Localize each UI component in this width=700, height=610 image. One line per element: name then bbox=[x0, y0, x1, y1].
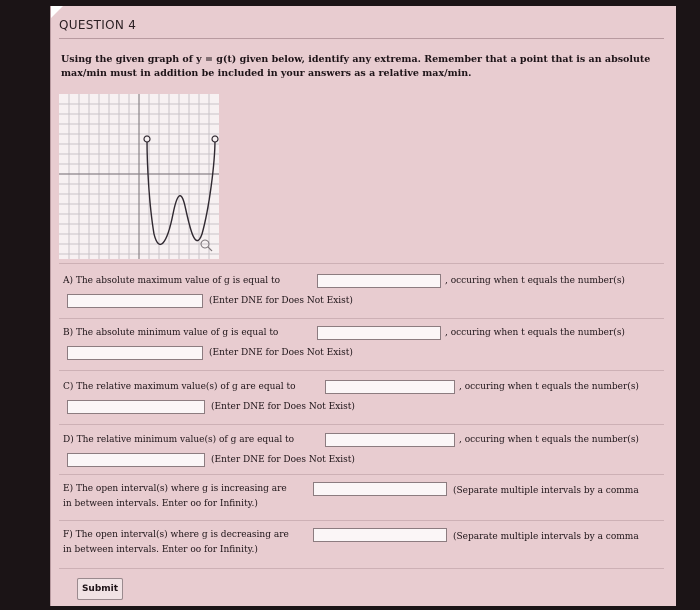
question-c-where-input[interactable] bbox=[67, 400, 205, 414]
question-d-value-input[interactable] bbox=[325, 433, 455, 447]
divider bbox=[59, 568, 664, 569]
question-d-where-input[interactable] bbox=[67, 453, 205, 467]
question-f-suffix: (Separate multiple intervals by a comma bbox=[453, 532, 639, 542]
question-d-suffix: , occuring when t equals the number(s) bbox=[459, 435, 639, 445]
question-f-prefix: F) The open interval(s) where g is decreasing are bbox=[63, 530, 289, 540]
divider bbox=[59, 38, 664, 39]
collapse-arrow-icon[interactable] bbox=[51, 6, 63, 18]
question-card bbox=[50, 6, 676, 606]
instructions-text: Using the given graph of y = g(t) given below, identify any extrema. Remember that a point that is an absolute max/min must in addition be included in your answers as a relative max/min. bbox=[61, 54, 651, 79]
question-title: QUESTION 4 bbox=[59, 18, 137, 32]
question-b-value-input[interactable] bbox=[317, 326, 441, 340]
question-d-hint: (Enter DNE for Does Not Exist) bbox=[211, 455, 355, 465]
question-a-suffix: , occuring when t equals the number(s) bbox=[445, 276, 625, 286]
question-a-where-input[interactable] bbox=[67, 294, 203, 308]
question-e-hint: in between intervals. Enter oo for Infinity.) bbox=[63, 499, 258, 509]
divider bbox=[59, 424, 664, 425]
question-a-hint: (Enter DNE for Does Not Exist) bbox=[209, 296, 353, 306]
question-e-prefix: E) The open interval(s) where g is increasing are bbox=[63, 484, 287, 494]
question-f-interval-input[interactable] bbox=[313, 528, 447, 542]
question-c-prefix: C) The relative maximum value(s) of g are equal to bbox=[63, 382, 296, 392]
submit-button[interactable]: Submit bbox=[77, 578, 123, 600]
question-c-suffix: , occuring when t equals the number(s) bbox=[459, 382, 639, 392]
divider bbox=[59, 318, 664, 319]
question-b-where-input[interactable] bbox=[67, 346, 203, 360]
question-b-prefix: B) The absolute minimum value of g is equal to bbox=[63, 328, 279, 338]
question-e-suffix: (Separate multiple intervals by a comma bbox=[453, 486, 639, 496]
question-c-hint: (Enter DNE for Does Not Exist) bbox=[211, 402, 355, 412]
divider bbox=[59, 263, 664, 264]
divider bbox=[59, 474, 664, 475]
question-d-prefix: D) The relative minimum value(s) of g are equal to bbox=[63, 435, 295, 445]
open-endpoint-left bbox=[144, 136, 150, 142]
function-graph bbox=[59, 94, 219, 259]
question-a-prefix: A) The absolute maximum value of g is equal to bbox=[63, 276, 281, 286]
question-f-hint: in between intervals. Enter oo for Infinity.) bbox=[63, 545, 258, 555]
question-e-interval-input[interactable] bbox=[313, 482, 447, 496]
open-endpoint-right bbox=[212, 136, 218, 142]
question-a-value-input[interactable] bbox=[317, 274, 441, 288]
question-b-hint: (Enter DNE for Does Not Exist) bbox=[209, 348, 353, 358]
divider bbox=[59, 370, 664, 371]
question-c-value-input[interactable] bbox=[325, 380, 455, 394]
divider bbox=[59, 520, 664, 521]
question-b-suffix: , occuring when t equals the number(s) bbox=[445, 328, 625, 338]
